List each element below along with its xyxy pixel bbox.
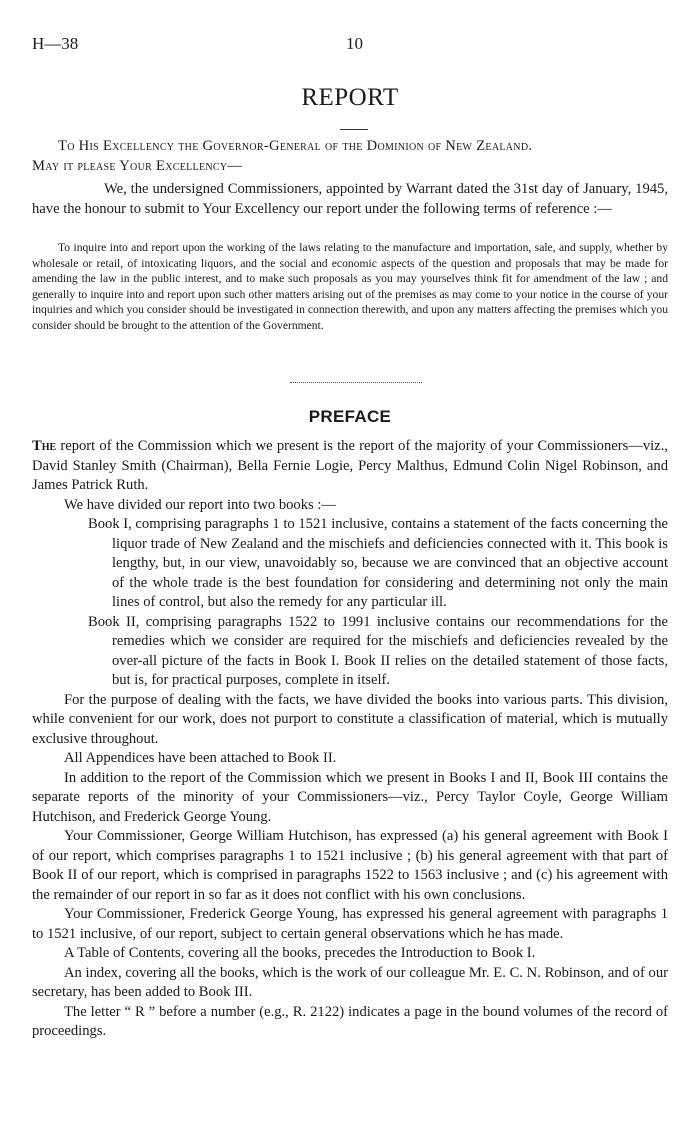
terms-of-reference-text: To inquire into and report upon the working of the laws relating to the manufacture and importation, sale, and supply, whether by wholesale or retail, of intoxicating liquors, and the social and economic aspects of the question and proposals that may be made for amending the law in the public interest, and to make such proposals as you may yourselves think fit for amendment of the law ; and generally to inquire into and report upon such other matters arising out of the premises as may come to your notice in the course of your inquiries and which you consider should be investigated in connection therewith, and upon any matters affecting the premises which you consider should be brought to the attention of the Government. <box>32 241 668 332</box>
preface-paragraph-3: For the purpose of dealing with the facts, we have divided the books into various parts. This division, while convenient for our work, does not purport to constitute a classification of material, which is mutually exclusive throughout. <box>32 691 668 747</box>
page-reference: H—38 <box>32 34 79 53</box>
preface-paragraph-10: The letter “ R ” before a number (e.g., R. 2122) indicates a page in the bound volumes of the record of proceedings. <box>32 1003 668 1039</box>
intro-paragraph: We, the undersigned Commissioners, appointed by Warrant dated the 31st day of January, 1945, have the honour to submit to Your Excellency our report under the following terms of reference :— <box>32 181 668 217</box>
preface-paragraph-7: Your Commissioner, Frederick George Young, has expressed his general agreement with paragraphs 1 to 1521 inclusive, of our report, subject to certain general observations which he has made. <box>32 906 668 942</box>
preface-lead-in: The <box>32 438 57 454</box>
preface-paragraph-8: A Table of Contents, covering all the books, precedes the Introduction to Book I. <box>64 945 536 961</box>
preface-paragraph-5: In addition to the report of the Commission which we present in Books I and II, Book III contains the separate reports of the minority of your Commissioners—viz., Percy Taylor Coyle, George William Hutchison, and Frederick George Young. <box>32 769 668 825</box>
preface-paragraph-9: An index, covering all the books, which is the work of our colleague Mr. E. C. N. Robinson, and of our secretary, has been added to Book III. <box>32 964 668 1000</box>
preface-paragraph-4: All Appendices have been attached to Book II. <box>64 750 337 766</box>
page-header <box>32 34 668 56</box>
addressee-line: To His Excellency the Governor-General of the Dominion of New Zealand. <box>58 138 533 154</box>
preface-paragraph-1-text: report of the Commission which we present is the report of the majority of your Commissioners—viz., David Stanley Smith (Chairman), Bella Fernie Logie, Percy Malthus, Edmund Colin Nigel Robinson, and James Patrick Ruth. <box>32 438 668 493</box>
page-number: 10 <box>346 34 363 53</box>
intro-block <box>32 180 668 219</box>
address-block <box>32 137 668 176</box>
terms-of-reference-block <box>32 240 668 333</box>
section-divider <box>290 382 422 383</box>
report-title: REPORT <box>301 84 399 111</box>
book-1-description: Book I, comprising paragraphs 1 to 1521 inclusive, contains a statement of the facts concerning the liquor trade of New Zealand and the mischiefs and deficiencies connected with it. This book is lengthy, but, in our view, unavoidably so, because we are convinced that an objective account of the whole trade is the best foundation for considering and determining not only the main lines of control, but also the remedy for any particular ill. <box>88 516 668 610</box>
preface-paragraph-6: Your Commissioner, George William Hutchison, has expressed (a) his general agreement with Book I of our report, which comprises paragraphs 1 to 1521 inclusive ; (b) his general agreement with that part of Book II of our report, which is comprised in paragraphs 1522 to 1563 inclusive ; and (c) his agreement with the remainder of our report in so far as it does not conflict with his own conclusions. <box>32 828 668 903</box>
book-2-description: Book II, comprising paragraphs 1522 to 1991 inclusive contains our recommendations for the remedies which we consider are required for the mischiefs and deficiencies revealed by the over-all picture of the facts in Book I. Book II relies on the detailed statement of those facts, but is, for practical purposes, complete in itself. <box>88 613 668 688</box>
preface-body <box>32 437 668 1042</box>
preface-paragraph-2: We have divided our report into two books :— <box>64 496 337 513</box>
salutation-line: May it please Your Excellency— <box>32 157 243 174</box>
title-divider <box>340 129 368 130</box>
preface-paragraph-1 <box>32 437 668 496</box>
preface-heading: PREFACE <box>308 407 392 426</box>
